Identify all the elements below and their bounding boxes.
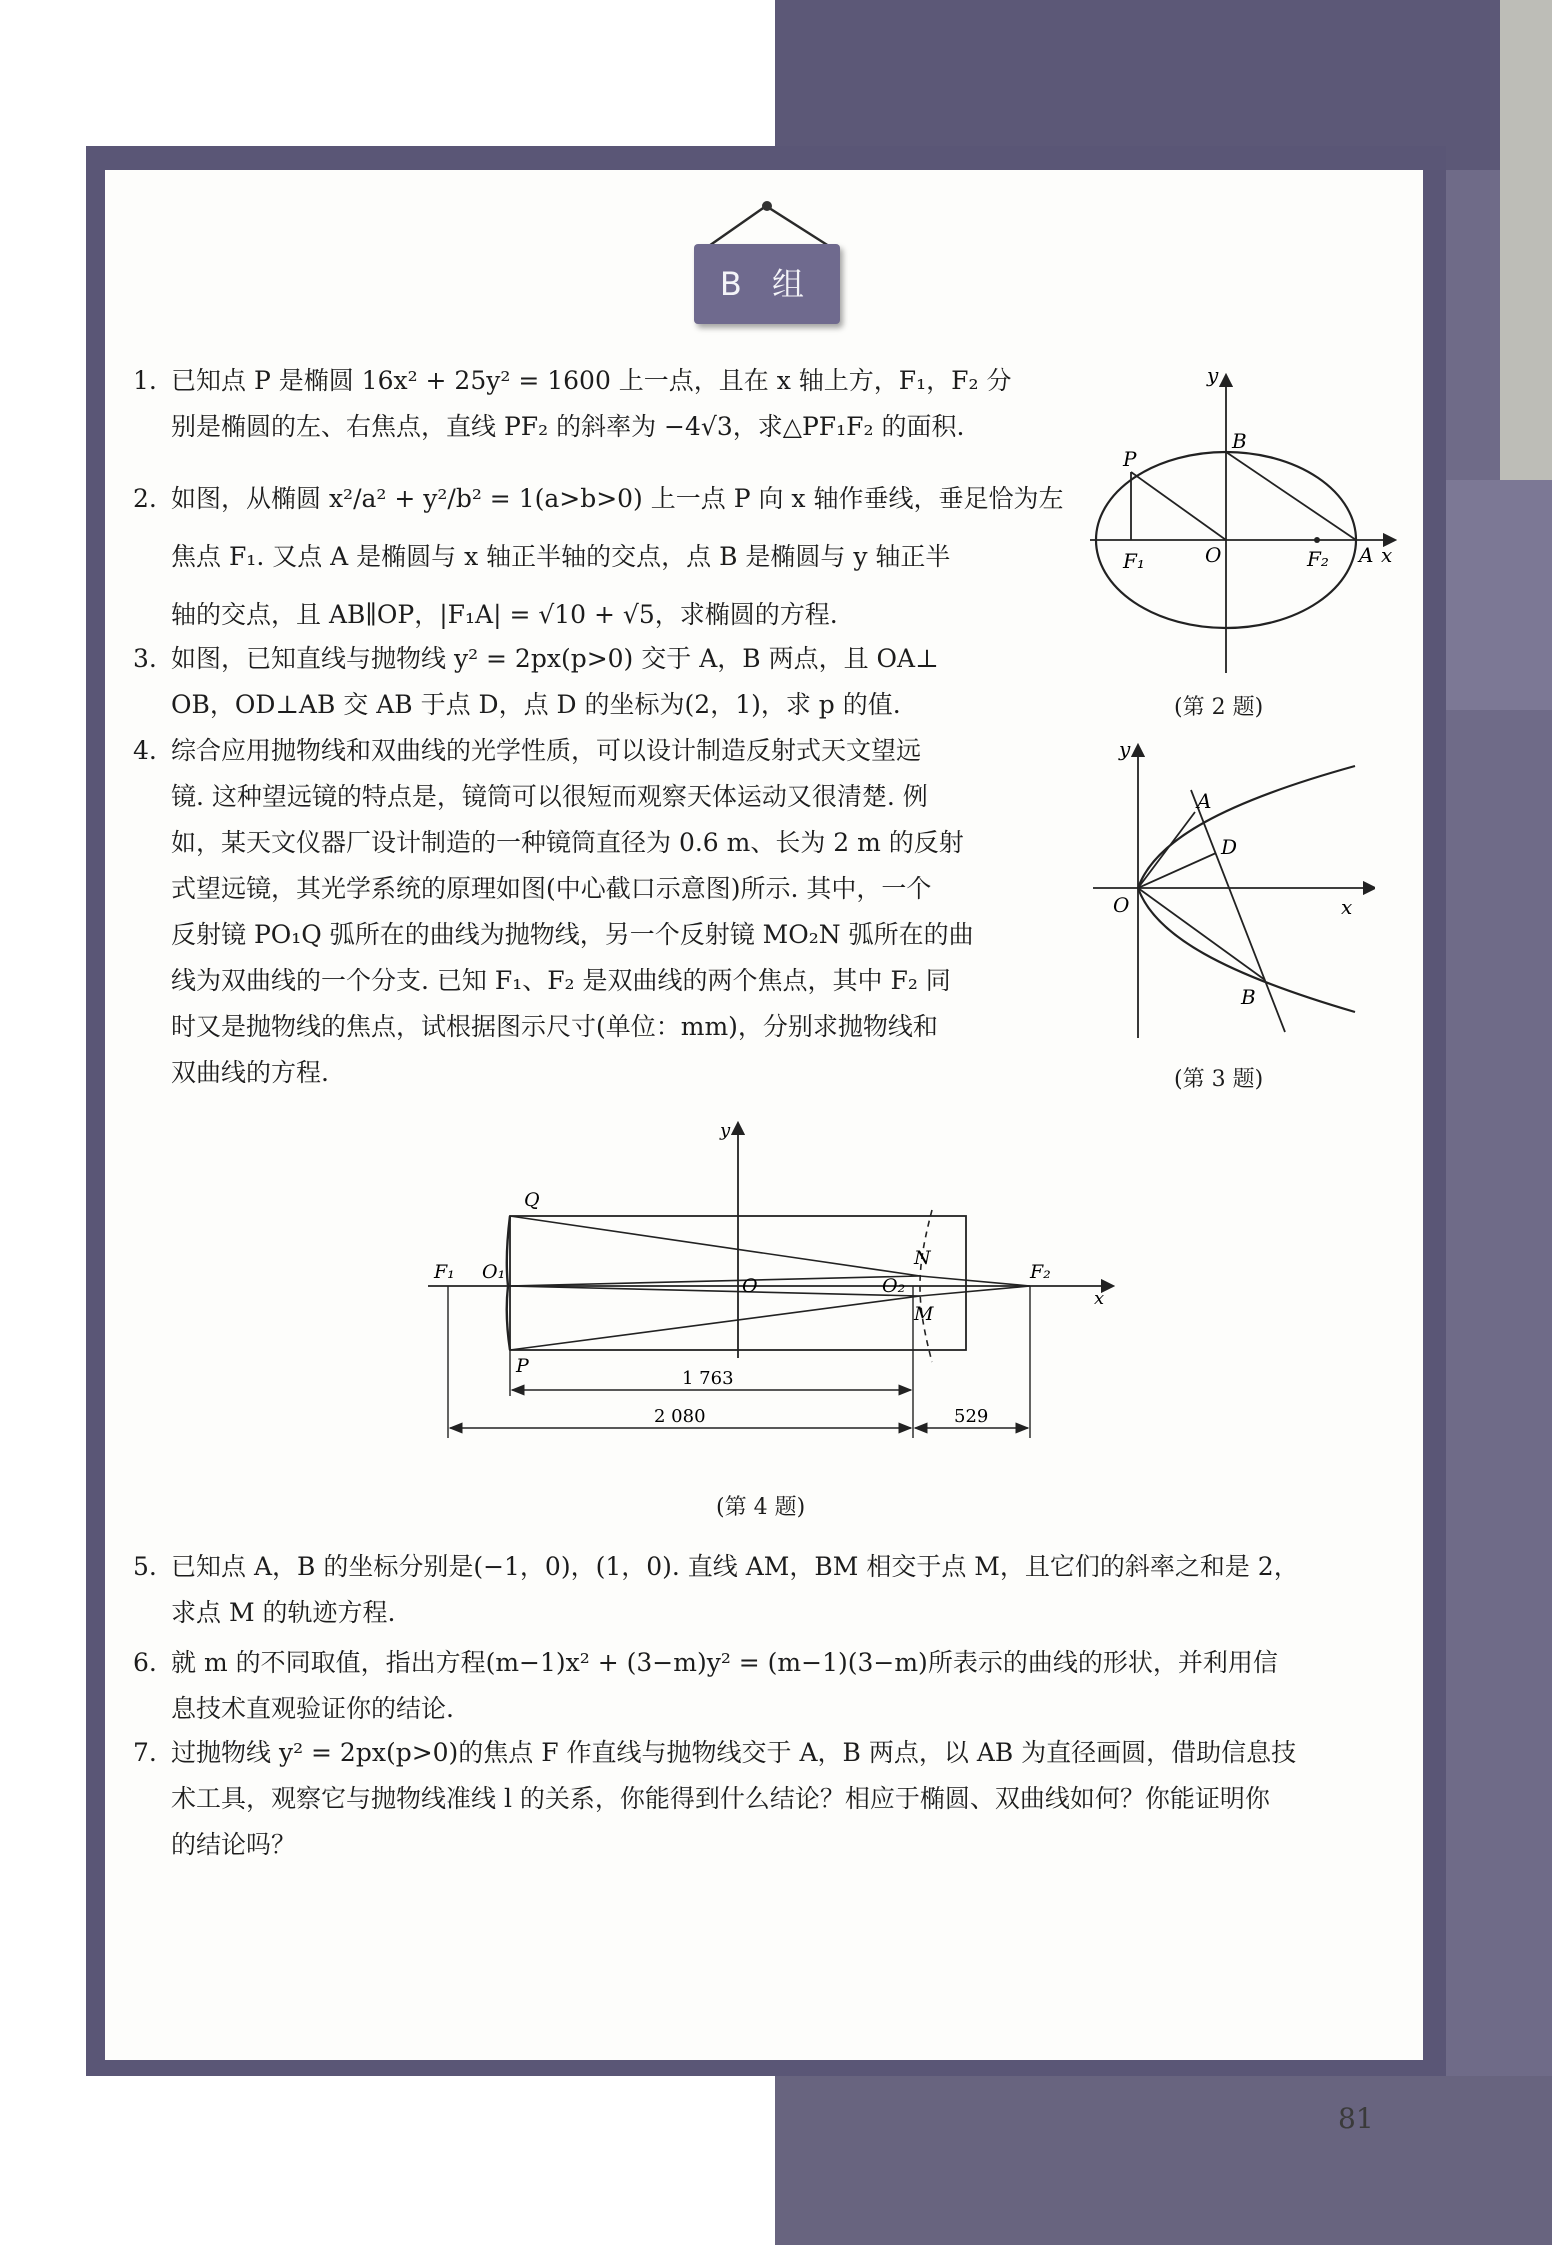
problem-4 [133,728,1063,1096]
label-B: B [1241,985,1256,1009]
ray-Q [510,1216,920,1276]
parabola [1138,766,1355,1012]
problem-line: 的结论吗？ [171,1830,297,1859]
problem-line: 过抛物线 y² = 2px(p>0)的焦点 F 作直线与抛物线交于 A，B 两点，以 AB 为直径画圆，借助信息技 [171,1738,1297,1767]
problem-line: 息技术直观验证你的结论. [171,1694,454,1723]
problem-7 [133,1730,1413,1868]
bg-bottom [775,2076,1552,2245]
problem-line: 反射镜 PO₁Q 弧所在的曲线为抛物线，另一个反射镜 MO₂N 弧所在的曲 [171,920,974,949]
problem-line: 时又是抛物线的焦点，试根据图示尺寸(单位：mm)，分别求抛物线和 [171,1012,938,1041]
label-N: N [914,1247,931,1269]
ray-F2-bot [920,1286,1030,1296]
problem-line: 线为双曲线的一个分支. 已知 F₁、F₂ 是双曲线的两个焦点，其中 F₂ 同 [171,966,951,995]
label-F2: F₂ [1030,1261,1051,1283]
problem-1 [133,358,1063,450]
figure-4-caption: (第 4 题) [716,1495,806,1520]
problem-line: 求点 M 的轨迹方程. [171,1598,396,1627]
label-O1: O₁ [482,1261,506,1283]
problem-number: 6. [133,1648,157,1677]
bg-top-right [775,0,1552,170]
label-P: P [1123,447,1137,471]
problem-3 [133,636,1063,728]
label-O: O [1205,543,1222,567]
problem-number: 1. [133,366,157,395]
ray-bot [508,1286,920,1296]
problem-line: 镜. 这种望远镜的特点是，镜筒可以很短而观察天体运动又很清楚. 例 [171,782,928,811]
problem-number: 2. [133,484,157,513]
label-M: M [914,1303,934,1325]
label-D: D [1221,835,1238,859]
label-x: x [1341,895,1353,919]
segment-OP [1131,472,1226,540]
segment-OB [1138,888,1265,980]
ray-F2-top [920,1276,1030,1286]
dim-1763: 1 763 [682,1368,734,1389]
problem-line: 如图，已知直线与抛物线 y² = 2px(p>0) 交于 A，B 两点，且 OA⊥ [171,644,939,673]
problem-5 [133,1544,1413,1636]
problem-number: 7. [133,1738,157,1767]
bg-gray-strip-mid [1446,480,1552,710]
figure-3 [1085,740,1375,1040]
dim-529: 529 [954,1406,989,1427]
problem-line: 就 m 的不同取值，指出方程(m−1)x² + (3−m)y² = (m−1)(3−m)所表示的曲线的形状，并利用信 [171,1648,1278,1677]
label-A: A [1197,789,1212,813]
problem-line: 综合应用抛物线和双曲线的光学性质，可以设计制造反射式天文望远 [171,736,922,765]
section-label: B 组 [694,244,840,324]
problem-line: OB，OD⊥AB 交 AB 于点 D，点 D 的坐标为(2，1)，求 p 的值. [171,690,901,719]
label-y: y [1207,368,1219,387]
dim-2080: 2 080 [654,1406,706,1427]
label-y: y [1119,740,1131,761]
ray-P [510,1296,920,1350]
page-number: 81 [1338,2102,1374,2135]
label-F1: F₁ [1123,549,1145,573]
bg-gray-strip-top [1500,0,1552,480]
label-B: B [1232,429,1247,453]
line-AB [1191,790,1285,1032]
segment-AB [1226,452,1356,540]
segment-OD [1138,853,1216,888]
label-y: y [720,1120,731,1141]
ray-top [508,1276,920,1286]
problem-line: 轴的交点，且 AB∥OP，|F₁A| = √10 + √5，求椭圆的方程. [171,600,838,629]
label-x: x [1381,543,1393,567]
figure-2 [1085,368,1405,688]
problem-line: 已知点 P 是椭圆 16x² + 25y² = 1600 上一点，且在 x 轴上方，F₁，F₂ 分 [171,366,1012,395]
problem-number: 5. [133,1552,157,1581]
problem-line: 焦点 F₁. 又点 A 是椭圆与 x 轴正半轴的交点，点 B 是椭圆与 y 轴正半 [171,542,951,571]
problem-line: 式望远镜，其光学系统的原理如图(中心截口示意图)所示. 其中，一个 [171,874,932,903]
label-O: O [742,1275,758,1297]
problem-line: 已知点 A，B 的坐标分别是(−1，0)，(1，0). 直线 AM，BM 相交于点 M，且它们的斜率之和是 2， [171,1552,1299,1581]
problem-6 [133,1640,1413,1732]
label-x: x [1094,1288,1105,1309]
problem-line: 术工具，观察它与抛物线准线 l 的关系，你能得到什么结论？相应于椭圆、双曲线如何？你能证明你 [171,1784,1270,1813]
figure-2-caption: (第 2 题) [1174,695,1264,720]
label-Q: Q [524,1189,540,1211]
label-F2: F₂ [1307,547,1329,571]
label-P: P [516,1355,529,1377]
problem-line: 双曲线的方程. [171,1058,329,1087]
segment-OA [1138,812,1195,888]
figure-4 [420,1118,1120,1458]
label-F1: F₁ [434,1261,455,1283]
problem-number: 4. [133,736,157,765]
problem-line: 如，某天文仪器厂设计制造的一种镜筒直径为 0.6 m、长为 2 m 的反射 [171,828,964,857]
problem-line: 别是椭圆的左、右焦点，直线 PF₂ 的斜率为 −4√3，求△PF₁F₂ 的面积. [171,412,965,441]
figure-3-caption: (第 3 题) [1174,1067,1264,1092]
label-A: A [1359,543,1374,567]
problem-line: 如图，从椭圆 x²/a² + y²/b² = 1(a>b>0) 上一点 P 向 x 轴作垂线，垂足恰为左 [171,484,1064,513]
problem-2 [133,470,1063,644]
problem-number: 3. [133,644,157,673]
label-O2: O₂ [882,1275,906,1297]
label-O: O [1113,893,1130,917]
